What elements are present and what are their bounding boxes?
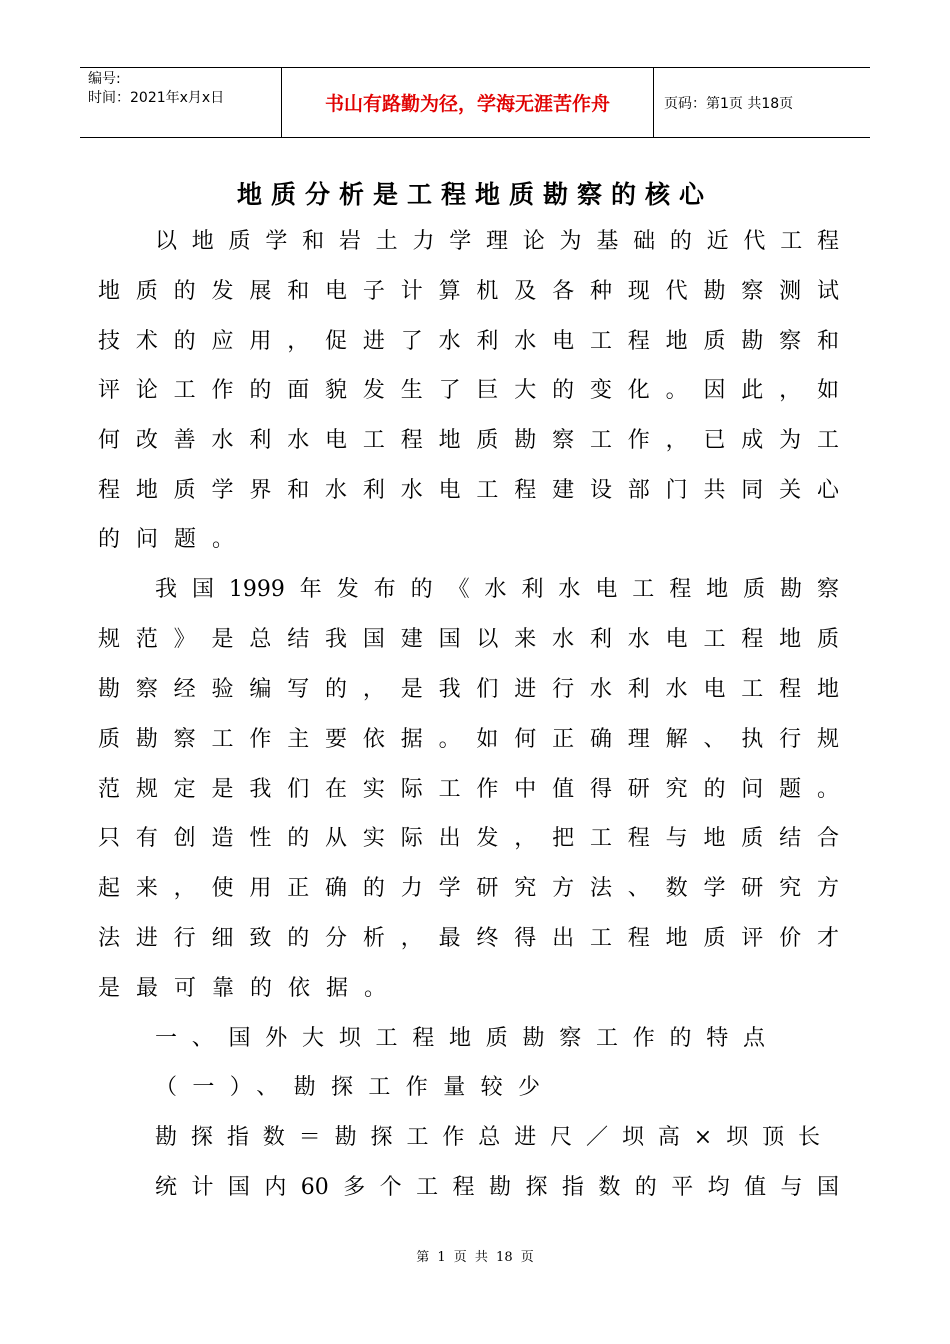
body-line: 范规定是我们在实际工作中值得研究的问题。: [98, 777, 839, 802]
body-line: 程地质学界和水利水电工程建设部门共同关心: [98, 478, 839, 503]
body-line: 以地质学和岩土力学理论为基础的近代工程: [155, 229, 839, 254]
header-page-info: 页码：第1页 共18页: [664, 95, 794, 112]
header-motto: 书山有路勤为径，学海无涯苦作舟: [281, 68, 654, 137]
body-line: 技术的应用，促进了水利水电工程地质勘察和: [98, 329, 839, 354]
body-line: 地质的发展和电子计算机及各种现代勘察测试: [98, 279, 839, 304]
body-line: 的问题。: [98, 527, 251, 552]
body-line: 我国1999年发布的《水利水电工程地质勘察: [155, 577, 839, 602]
document-header: [80, 67, 870, 138]
body-line: 统计国内60多个工程勘探指数的平均值与国: [155, 1175, 839, 1200]
body-line: 起来，使用正确的力学研究方法、数学研究方: [98, 876, 839, 901]
subsection-heading: （一）、勘探工作量较少: [155, 1075, 540, 1100]
body-line: 评论工作的面貌发生了巨大的变化。因此，如: [98, 378, 839, 403]
body-line: 勘探指数＝勘探工作总进尺／坝高×坝顶长: [155, 1125, 820, 1150]
document-date: 时间：2021年x月x日: [88, 90, 225, 106]
body-line: 规范》是总结我国建国以来水利水电工程地质: [98, 627, 839, 652]
body-line: 法进行细致的分析，最终得出工程地质评价才: [98, 926, 839, 951]
body-line: 是最可靠的依据。: [98, 976, 403, 1001]
document-title: 地质分析是工程地质勘察的核心: [236, 180, 713, 209]
body-line: 质勘察工作主要依据。如何正确理解、执行规: [98, 727, 839, 752]
header-meta: [80, 68, 281, 137]
section-heading: 一、国外大坝工程地质勘察工作的特点: [155, 1026, 765, 1051]
page-footer: 第 1 页 共 18 页: [416, 1250, 534, 1265]
body-line: 只有创造性的从实际出发，把工程与地质结合: [98, 826, 839, 851]
document-number-label: 编号:: [88, 71, 121, 87]
body-line: 勘察经验编写的，是我们进行水利水电工程地: [98, 677, 839, 702]
body-line: 何改善水利水电工程地质勘察工作，已成为工: [98, 428, 839, 453]
